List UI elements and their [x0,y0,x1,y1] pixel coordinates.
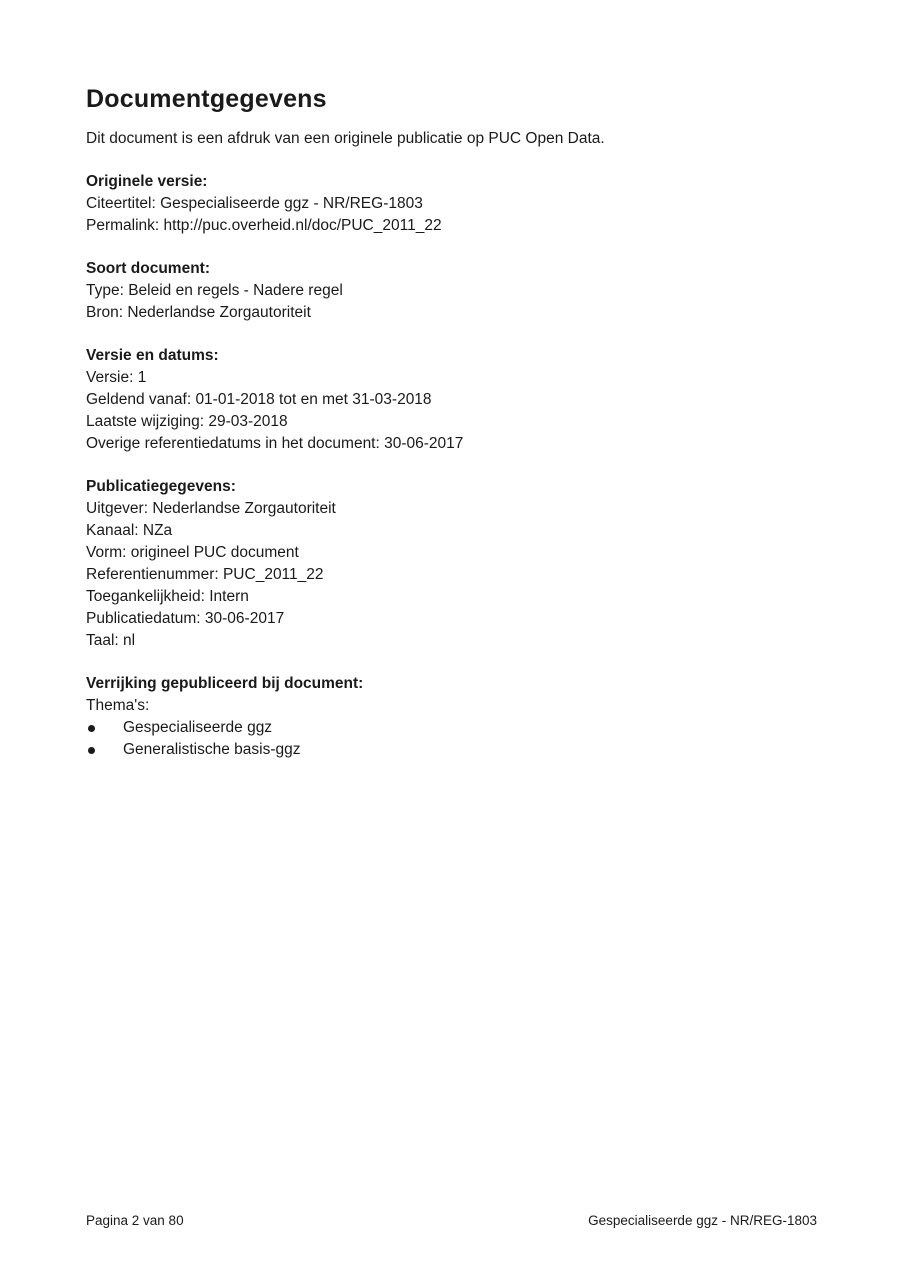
page-footer [86,1212,817,1229]
bullet-icon [88,725,95,732]
section-lines [86,498,817,652]
bullet-gutter [86,725,123,732]
bullet-label: Gespecialiseerde ggz [123,719,273,736]
bullet-item [86,739,817,761]
page-title: Documentgegevens [86,85,327,113]
bullet-label: Generalistische basis-ggz [123,741,301,758]
section-line: Overige referentiedatums in het document: 30-06-2017 [86,435,464,452]
section-heading: Originele versie: [86,173,208,190]
intro-text: Dit document is een afdruk van een originele publicatie op PUC Open Data. [86,130,605,147]
metadata-section [86,345,817,455]
bullet-item [86,717,817,739]
section-line: Toegankelijkheid: Intern [86,588,249,605]
bullet-gutter [86,747,123,754]
section-heading: Soort document: [86,260,210,277]
section-heading: Versie en datums: [86,347,219,364]
footer-document-reference: Gespecialiseerde ggz - NR/REG-1803 [588,1213,817,1228]
footer-page-number: Pagina 2 van 80 [86,1213,184,1228]
section-lines [86,280,817,324]
section-line: Laatste wijziging: 29-03-2018 [86,413,288,430]
bullet-icon [88,747,95,754]
metadata-section [86,258,817,324]
metadata-section [86,171,817,237]
metadata-section [86,476,817,652]
section-heading: Verrijking gepubliceerd bij document: [86,675,364,692]
section-heading: Publicatiegegevens: [86,478,236,495]
section-line: Vorm: origineel PUC document [86,544,299,561]
section-line: Geldend vanaf: 01-01-2018 tot en met 31-03-2018 [86,391,432,408]
section-line: Uitgever: Nederlandse Zorgautoriteit [86,500,336,517]
section-line: Taal: nl [86,632,136,649]
section-lines [86,695,817,761]
section-line: Kanaal: NZa [86,522,173,539]
section-line: Thema's: [86,697,150,714]
section-lines [86,367,817,455]
section-line: Bron: Nederlandse Zorgautoriteit [86,304,311,321]
section-line: Referentienummer: PUC_2011_22 [86,566,324,583]
section-lines [86,193,817,237]
section-line: Permalink: http://puc.overheid.nl/doc/PUC_2011_22 [86,217,442,234]
section-line: Type: Beleid en regels - Nadere regel [86,282,343,299]
sections [86,171,817,761]
section-line: Citeertitel: Gespecialiseerde ggz - NR/REG-1803 [86,195,423,212]
metadata-section [86,673,817,761]
section-line: Publicatiedatum: 30-06-2017 [86,610,285,627]
section-line: Versie: 1 [86,369,147,386]
